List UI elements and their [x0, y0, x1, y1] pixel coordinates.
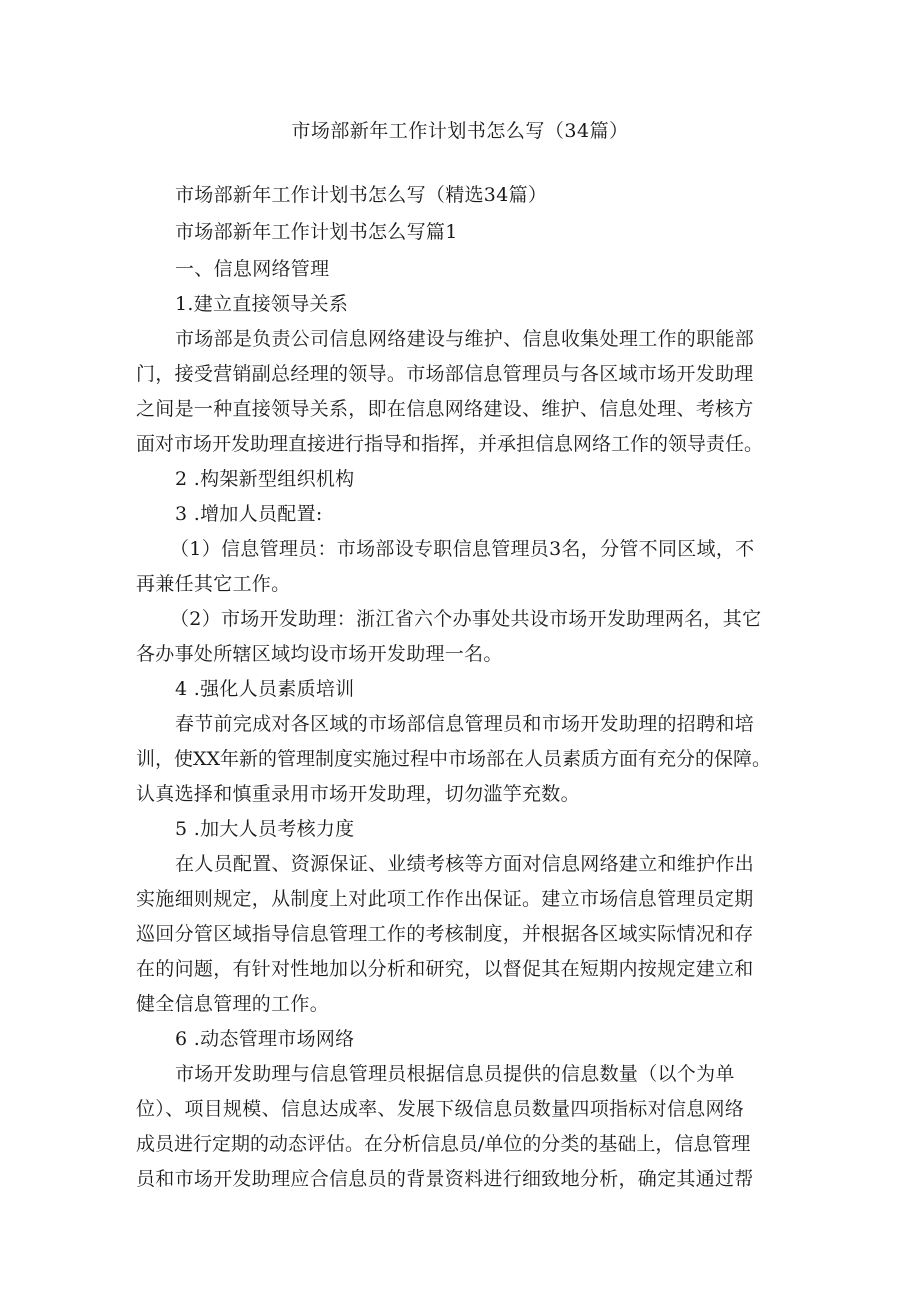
subsection-heading: 5 .加大人员考核力度 — [175, 818, 355, 840]
paragraph-line: 春节前完成对各区域的市场部信息管理员和市场开发助理的招聘和培 — [175, 713, 755, 735]
paragraph-line: 在人员配置、资源保证、业绩考核等方面对信息网络建立和维护作出 — [175, 853, 755, 875]
subsection-heading: 1.建立直接领导关系 — [175, 293, 349, 315]
section-heading: 一、信息网络管理 — [175, 258, 330, 280]
paragraph-line: 面对市场开发助理直接进行指导和指挥，并承担信息网络工作的领导责任。 — [136, 433, 764, 455]
subsection-heading: 2 .构架新型组织机构 — [175, 468, 355, 490]
paragraph-line: 之间是一种直接领导关系，即在信息网络建设、维护、信息处理、考核方 — [136, 398, 754, 420]
subsection-heading: 6 .动态管理市场网络 — [175, 1028, 355, 1050]
paragraph-line: （1）信息管理员：市场部设专职信息管理员3名，分管不同区域，不 — [170, 538, 755, 560]
paragraph-line: 健全信息管理的工作。 — [136, 993, 330, 1015]
subsection-heading: 4 .强化人员素质培训 — [175, 678, 355, 700]
paragraph-line: 实施细则规定，从制度上对此项工作作出保证。建立市场信息管理员定期 — [136, 888, 754, 910]
paragraph-line: 认真选择和慎重录用市场开发助理，切勿滥竽充数。 — [136, 783, 580, 805]
paragraph-line: 巡回分管区域指导信息管理工作的考核制度，并根据各区域实际情况和存 — [136, 923, 754, 945]
paragraph-line: 位）、项目规模、信息达成率、发展下级信息员数量四项指标对信息网络 — [136, 1098, 745, 1120]
paragraph-line: 员和市场开发助理应合信息员的背景资料进行细致地分析，确定其通过帮 — [136, 1168, 754, 1190]
paragraph-line: 训，使XX年新的管理制度实施过程中市场部在人员素质方面有充分的保障。 — [136, 748, 772, 770]
paragraph-line: 市场开发助理与信息管理员根据信息员提供的信息数量（以个为单 — [175, 1063, 735, 1085]
paragraph-line: 门，接受营销副总经理的领导。市场部信息管理员与各区域市场开发助理 — [136, 363, 754, 385]
paragraph-line: 再兼任其它工作。 — [136, 573, 291, 595]
section-heading: 市场部新年工作计划书怎么写篇1 — [175, 221, 458, 243]
subtitle-line: 市场部新年工作计划书怎么写（精选34篇） — [175, 184, 548, 206]
paragraph-line: 在的问题，有针对性地加以分析和研究，以督促其在短期内按规定建立和 — [136, 958, 754, 980]
document-title: 市场部新年工作计划书怎么写（34篇） — [291, 120, 629, 142]
paragraph-line: （2）市场开发助理：浙江省六个办事处共设市场开发助理两名，其它 — [170, 608, 762, 630]
paragraph-line: 成员进行定期的动态评估。在分析信息员/单位的分类的基础上，信息管理 — [136, 1133, 751, 1155]
paragraph-line: 市场部是负责公司信息网络建设与维护、信息收集处理工作的职能部 — [175, 328, 755, 350]
subsection-heading: 3 .增加人员配置: — [175, 503, 323, 525]
paragraph-line: 各办事处所辖区域均设市场开发助理一名。 — [136, 643, 503, 665]
